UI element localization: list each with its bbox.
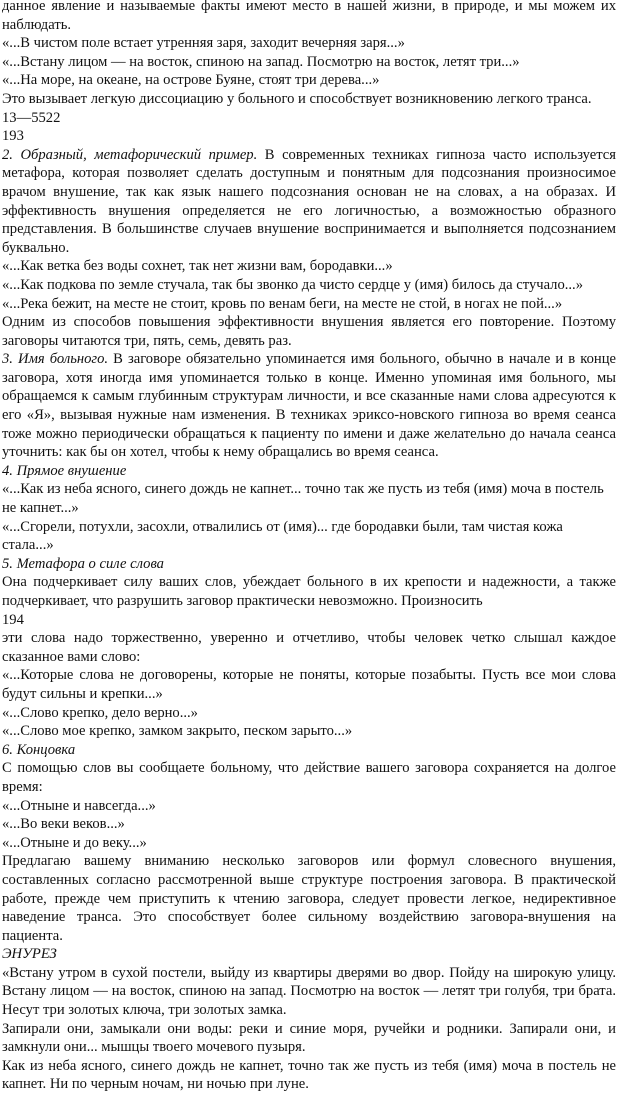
quote-line: «...На море, на океане, на острове Буяне, стоят три дерева...» — [2, 72, 380, 89]
quote-line: «...Река бежит, на месте не стоит, кровь по венам беги, на месте не стой, в ногах не пой...» — [2, 295, 563, 312]
section-body: В современных техниках гипноза часто используется метафора, которая позволяет сделать доступным и понятным для подсознания произносимое врачом внушение, так как язык нашего подсознания основан не на словах, а на образах. И эффективность внушения определяется не его логичностью, а возможностью образного представления. В большинстве случаев внушение воспринимается и выполняется подсознанием буквально. — [2, 146, 616, 256]
quote-line: «...Слово мое крепко, замком закрыто, песком зарыто...» — [2, 723, 353, 740]
quote-line: «...Которые слова не договорены, которые не поняты, которые позабыты. Пусть все мои слова будут сильны и крепки...» — [2, 667, 616, 702]
section-metaphor — [2, 146, 616, 258]
paragraph: Предлагаю вашему вниманию несколько заговоров или формул словесного внушения, составленных согласно рассмотренной выше структуре построения заговора. В практической работе, прежде чем приступить к чтению заговора, следует провести легкое, недирективное наведение транса. Это способствует более сильному воздействию заговора-внушения на пациента. — [2, 853, 616, 944]
section-heading: 2. Образный, метафорический пример. — [2, 146, 258, 163]
paragraph: «Встану утром в сухой постели, выйду из квартиры дверями во двор. Пойду на широкую улицу. Встану лицом — на восток, спиною на запад. Посмотрю на восток — летят три голубя, три брата. Несут три золотых ключа, три золотых замка. — [2, 964, 616, 1019]
signature-mark: 13—5522 — [2, 109, 61, 126]
paragraph: С помощью слов вы сообщаете больному, что действие вашего заговора сохраняется на долгое время: — [2, 760, 616, 795]
quote-line: «...Отныне и навсегда...» — [2, 797, 156, 814]
section-heading: 4. Прямое внушение — [2, 462, 127, 479]
paragraph: Запирали они, замыкали они воды: реки и синие моря, ручейки и родники. Запирали они, и замкнули они... мышцы твоего мочевого пузыря. — [2, 1020, 616, 1056]
quote-line: «...Как из неба ясного, синего дождь не капнет... точно так же пусть из тебя (имя) моча в постель не капнет...» — [2, 481, 604, 517]
section-heading: 5. Метафора о силе слова — [2, 555, 164, 572]
section-heading: ЭНУРЕЗ — [2, 946, 57, 963]
quote-line: «...Сгорели, потухли, засохли, отвалились от (имя)... где бородавки были, там чистая кожа стала...» — [2, 518, 563, 554]
paragraph: Как из неба ясного, синего дождь не капнет, точно так же пусть из тебя (имя) моча в постель не капнет. Ни по черным ночам, ни ночью при луне. — [2, 1057, 616, 1093]
paragraph: Это вызывает легкую диссоциацию у больного и способствует возникновению легкого транса. — [2, 90, 592, 107]
paragraph-intro-end: данное явление и называемые факты имеют место в нашей жизни, в природе, и мы можем их наблюдать. — [2, 0, 616, 33]
quote-line: «...Как подкова по земле стучала, так бы звонко да чисто сердце у (имя) билось да стучало...» — [2, 276, 584, 293]
quote-line: «...Во веки веков...» — [2, 816, 125, 833]
quote-line: «...Встану лицом — на восток, спиною на запад. Посмотрю на восток, летят три...» — [2, 53, 520, 70]
quote-line: «...Отныне и до веку...» — [2, 834, 147, 851]
section-body: В заговоре обязательно упоминается имя больного, обычно в начале и в конце заговора, хотя иногда имя упоминается только в конце. Именно упоминая имя больного, мы обращаемся к самым глубинным структурам личности, и все сказанные нами слова адресуются к его «Я», вызывая нужные нам изменения. В техниках эриксо-новского гипноза во время сеанса тоже можно периодически обращаться к пациенту по имени и даже желательно до начала сеанса уточнить: как бы он хотел, чтобы к нему обращались во время сеанса. — [2, 351, 617, 461]
page-number: 193 — [2, 128, 24, 145]
section-heading: 6. Концовка — [2, 741, 76, 758]
paragraph: Одним из способов повышения эффективности внушения является его повторение. Поэтому заговоры читаются три, пять, семь, девять раз. — [2, 314, 616, 349]
paragraph: Она подчеркивает силу ваших слов, убеждает больного в их крепости и надежности, а также подчеркивает, что разрушить заговор практически невозможно. Произносить — [2, 574, 616, 609]
paragraph: эти слова надо торжественно, уверенно и отчетливо, чтобы человек четко слышал каждое сказанное вами слово: — [2, 630, 616, 665]
quote-line: «...В чистом поле встает утренняя заря, заходит вечерняя заря...» — [2, 35, 405, 52]
section-name — [2, 350, 616, 462]
quote-line: «...Как ветка без воды сохнет, так нет жизни вам, бородавки...» — [2, 258, 393, 275]
section-heading: 3. Имя больного. — [2, 351, 109, 368]
quote-line: «...Слово крепко, дело верно...» — [2, 704, 198, 721]
page-number: 194 — [2, 611, 24, 628]
